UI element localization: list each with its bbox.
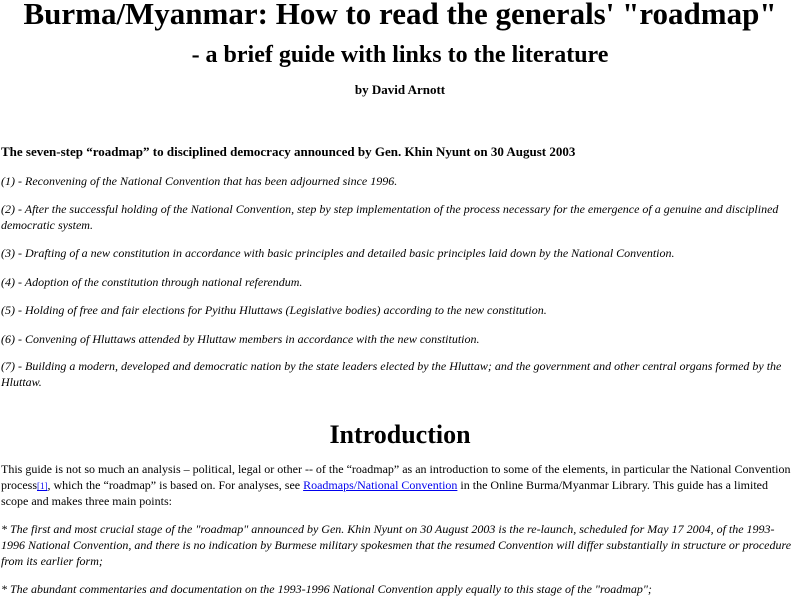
- intro-text-part1: This guide is not so much an analysis – political, legal or other -- of the “roadmap” as an introduction to some of the elements, in particular the National Convention process: [1, 462, 791, 492]
- page-title: Burma/Myanmar: How to read the generals' "roadmap": [23, 0, 777, 31]
- roadmap-step-2: (2) - After the successful holding of the National Convention, step by step implementation of the process necessary for the emergence of a genuine and disciplined democratic system.: [1, 202, 779, 232]
- intro-point-1: * The first and most crucial stage of the "roadmap" announced by Gen. Khin Nyunt on 30 August 2003 is the re-launch, scheduled for May 17 2004, of the 1993-1996 National Convention, and there is no indication by Burmese military spokesmen that the resumed Convention will differ substantially in structure or procedure from its earlier form;: [1, 522, 792, 568]
- footnote-marker: [1]: [37, 481, 48, 491]
- roadmap-step-7: (7) - Building a modern, developed and democratic nation by the state leaders elected by the Hluttaw; and the government and other central organs formed by the Hluttaw.: [1, 359, 782, 389]
- introduction-heading: Introduction: [329, 420, 471, 449]
- roadmap-step-3: (3) - Drafting of a new constitution in accordance with basic principles and detailed basic principles laid down by the National Convention.: [1, 246, 675, 260]
- roadmap-step-6: (6) - Convening of Hluttaws attended by Hluttaw members in accordance with the new constitution.: [1, 332, 480, 346]
- author-byline: by David Arnott: [354, 82, 446, 97]
- roadmap-step-4: (4) - Adoption of the constitution through national referendum.: [1, 275, 303, 289]
- introduction-paragraph: [1, 461, 797, 509]
- intro-text-part2: , which the “roadmap” is based on. For analyses, see: [47, 478, 304, 492]
- roadmaps-national-convention-link[interactable]: Roadmaps/National Convention: [303, 478, 458, 492]
- roadmap-step-5: (5) - Holding of free and fair elections for Pyithu Hluttaws (Legislative bodies) according to the new constitution.: [1, 303, 547, 317]
- roadmap-heading: The seven-step “roadmap” to disciplined democracy announced by Gen. Khin Nyunt on 30 August 2003: [1, 144, 576, 159]
- footnote-link[interactable]: [37, 478, 48, 492]
- page-subtitle: - a brief guide with links to the literature: [191, 42, 609, 68]
- intro-text-part3: in the Online Burma/Myanmar Library. This guide has a limited scope and makes three main points:: [1, 478, 769, 508]
- intro-point-2: * The abundant commentaries and documentation on the 1993-1996 National Convention apply equally to this stage of the "roadmap";: [1, 582, 652, 596]
- roadmap-step-1: (1) - Reconvening of the National Convention that has been adjourned since 1996.: [1, 174, 398, 188]
